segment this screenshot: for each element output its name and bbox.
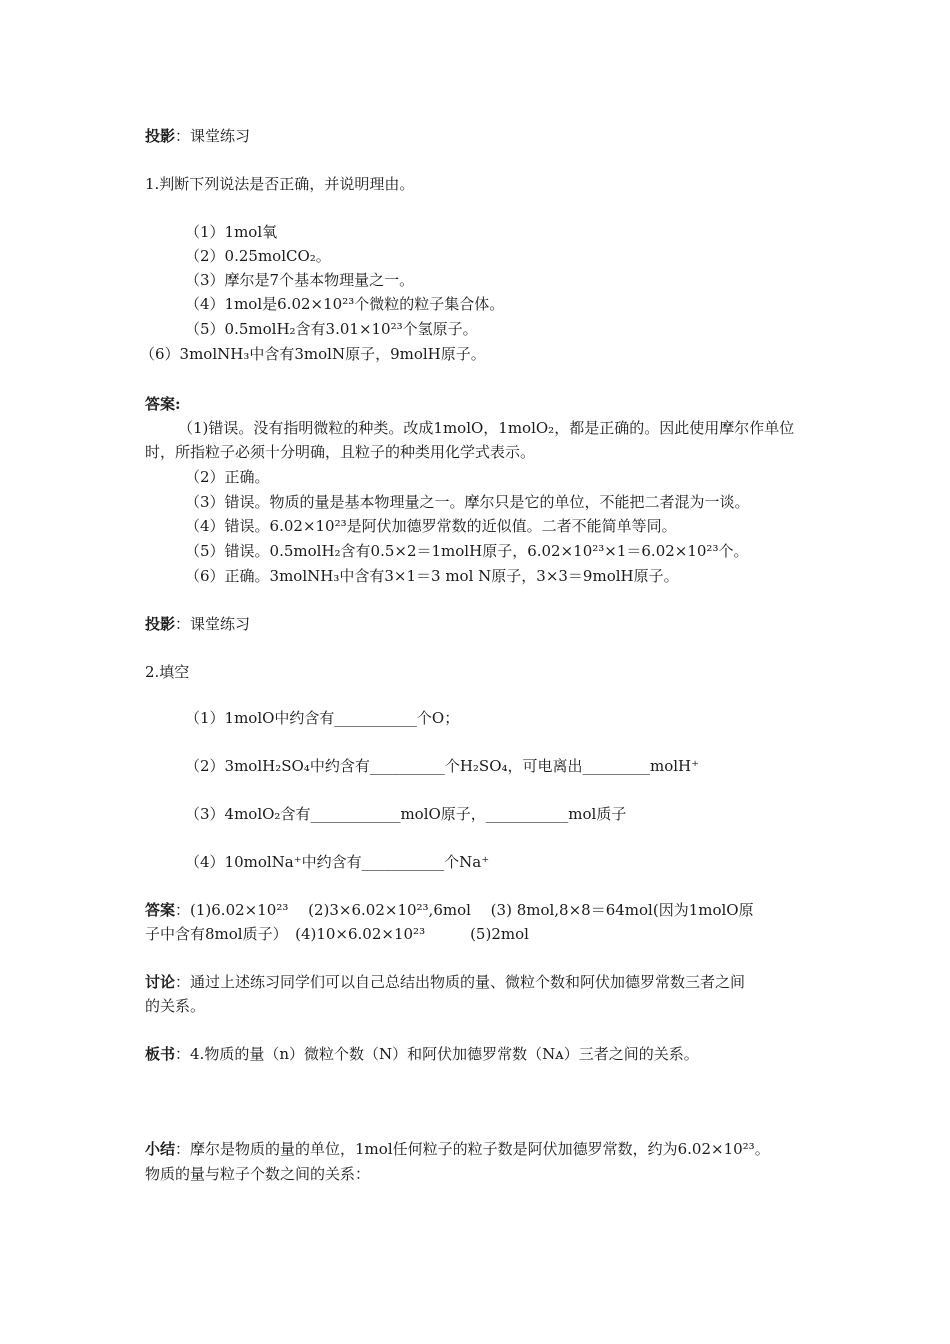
q1-item-1: （1）1mol氧 — [185, 223, 278, 241]
blackboard-label: 板书 — [145, 1045, 176, 1063]
q1-item-6: （6）3molNH₃中含有3molN原子，9molH原子。 — [140, 345, 486, 363]
projection-1 — [145, 124, 250, 148]
question-1-title: 1.判断下列说法是否正确，并说明理由。 — [145, 175, 415, 193]
q2-item-3: （3）4molO₂含有____________molO原子，___________mol质子 — [185, 805, 627, 823]
answer-2-label: 答案 — [145, 901, 176, 919]
summary-label: 小结 — [145, 1140, 176, 1158]
discussion — [145, 970, 745, 994]
q2-item-2: （2）3molH₂SO₄中约含有__________个H₂SO₄，可电离出_________molH⁺ — [185, 757, 700, 775]
summary — [145, 1137, 770, 1161]
q1-item-2: （2）0.25molCO₂。 — [185, 247, 331, 265]
projection-2 — [145, 612, 250, 636]
answer-2-text: ：(1)6.02×10²³ (2)3×6.02×10²³,6mol (3) 8mol,8×8＝64mol(因为1molO原 — [175, 901, 754, 919]
summary-text: ：摩尔是物质的量的单位，1mol任何粒子的粒子数是阿伏加德罗常数，约为6.02×10²³。 — [175, 1140, 770, 1158]
a1-item-1b: 时，所指粒子必须十分明确，且粒子的种类用化学式表示。 — [145, 443, 536, 461]
answer-1-label: 答案: — [145, 395, 181, 413]
question-2-title: 2.填空 — [145, 663, 190, 681]
q1-item-4: （4）1mol是6.02×10²³个微粒的粒子集合体。 — [185, 295, 505, 313]
projection-text: ：课堂练习 — [175, 127, 251, 145]
blackboard — [145, 1042, 699, 1066]
discussion-label: 讨论 — [145, 973, 176, 991]
discussion-text: ：通过上述练习同学们可以自己总结出物质的量、微粒个数和阿伏加德罗常数三者之间 — [175, 973, 746, 991]
q1-item-3: （3）摩尔是7个基本物理量之一。 — [185, 271, 415, 289]
q2-item-1: （1）1molO中约含有___________个O； — [185, 709, 460, 727]
a1-item-2: （2）正确。 — [185, 468, 270, 486]
a1-item-5: （5）错误。0.5molH₂含有0.5×2＝1molH原子，6.02×10²³×1＝6.02×10²³个。 — [185, 542, 749, 560]
projection-label: 投影 — [145, 615, 176, 633]
a1-item-6: （6）正确。3molNH₃中含有3×1＝3 mol N原子，3×3＝9molH原子。 — [185, 567, 679, 585]
summary-line-2: 物质的量与粒子个数之间的关系： — [145, 1165, 371, 1183]
projection-text: ：课堂练习 — [175, 615, 251, 633]
blackboard-text: ：4.物质的量（n）微粒个数（N）和阿伏加德罗常数（Nᴀ）三者之间的关系。 — [175, 1045, 699, 1063]
answer-2-line-2: 子中含有8mol质子） (4)10×6.02×10²³ (5)2mol — [145, 925, 529, 943]
discussion-line-2: 的关系。 — [145, 997, 206, 1015]
q2-item-4: （4）10molNa⁺中约含有___________个Na⁺ — [185, 853, 490, 871]
a1-item-3: （3）错误。物质的量是基本物理量之一。摩尔只是它的单位，不能把二者混为一谈。 — [185, 493, 750, 511]
a1-item-4: （4）错误。6.02×10²³是阿伏加德罗常数的近似值。二者不能简单等同。 — [185, 517, 677, 535]
a1-item-1a: （1)错误。没有指明微粒的种类。改成1molO，1molO₂，都是正确的。因此使用摩尔作单位 — [178, 419, 795, 437]
answer-2 — [145, 898, 754, 922]
q1-item-5: （5）0.5molH₂含有3.01×10²³个氢原子。 — [185, 320, 478, 338]
projection-label: 投影 — [145, 127, 176, 145]
